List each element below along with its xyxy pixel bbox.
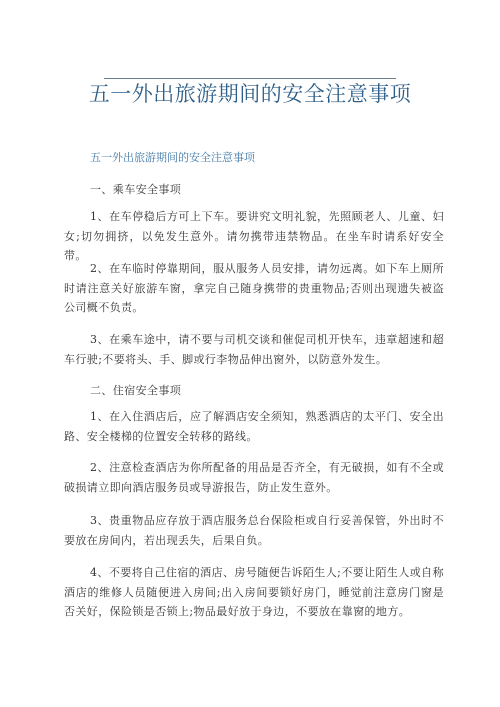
paragraph: 3、在乘车途中，请不要与司机交谈和催促司机开快车，违章超速和超车行驶;不要将头、手、脚或行李物品伸出窗外，以防意外发生。 xyxy=(64,333,444,366)
section-heading-boarding: 一、乘车安全事项 xyxy=(90,183,182,196)
document-title: 五一外出旅游期间的安全注意事项 xyxy=(88,82,412,106)
paragraph: 2、注意检查酒店为你所配备的用品是否齐全，有无破损，如有不全或破损请立即向酒店服务员或导游报告，防止发生意外。 xyxy=(64,461,444,494)
paragraph: 2、在车临时停靠期间，服从服务人员安排，请勿远离。如下车上厕所时请注意关好旅游车窗，拿完自己随身携带的贵重物品;否则出现遗失被盗公司概不负责。 xyxy=(64,262,444,314)
paragraph: 1、在车停稳后方可上下车。要讲究文明礼貌，先照顾老人、儿童、妇女;切勿拥挤，以免发生意外。请勿携带违禁物品。在坐车时请系好安全带。 xyxy=(64,210,444,262)
paragraph: 3、贵重物品应存放于酒店服务总台保险柜或自行妥善保管，外出时不要放在房间内，若出现丢失，后果自负。 xyxy=(64,514,444,547)
paragraph: 4、不要将自己住宿的酒店、房号随便告诉陌生人;不要让陌生人或自称酒店的维修人员随便进入房间;出入房间要锁好房门，睡觉前注意房门窗是否关好，保险锁是否锁上;物品最好放于身边，不要放在靠窗的地方。 xyxy=(64,566,444,618)
title-divider xyxy=(104,78,396,79)
paragraph: 1、在入住酒店后，应了解酒店安全须知，熟悉酒店的太平门、安全出路、安全楼梯的位置安全转移的路线。 xyxy=(64,410,444,443)
section-heading-lodging: 二、住宿安全事项 xyxy=(90,384,182,397)
document-subtitle: 五一外出旅游期间的安全注意事项 xyxy=(90,151,255,164)
